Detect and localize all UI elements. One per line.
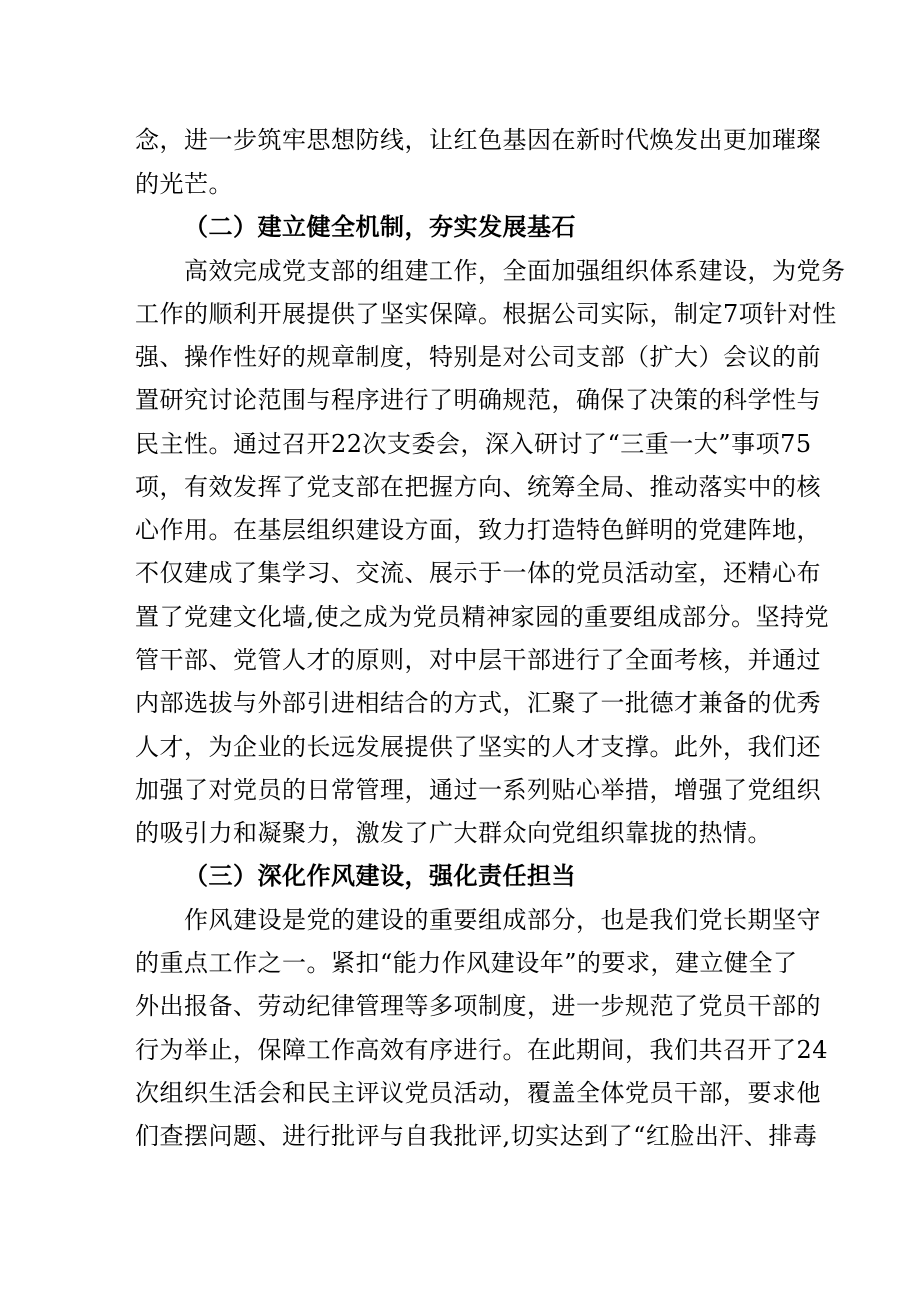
paragraph-line: 们查摆问题、进行批评与自我批评,切实达到了“红脸出汗、排毒 <box>135 1122 818 1150</box>
paragraph-line: 置了党建文化墙,使之成为党员精神家园的重要组成部分。坚持党 <box>135 603 830 631</box>
paragraph-line: 的重点工作之一。紧扣“能力作风建设年”的要求，建立健全了 <box>135 949 798 977</box>
paragraph-line: 强、操作性好的规章制度，特别是对公司支部（扩大）会议的前 <box>135 343 821 371</box>
paragraph-line: 加强了对党员的日常管理，通过一系列贴心举措，增强了党组织 <box>135 776 821 804</box>
paragraph-line: 行为举止，保障工作高效有序进行。在此期间，我们共召开了24 <box>135 1036 829 1064</box>
paragraph-line: 高效完成党支部的组建工作，全面加强组织体系建设，为党务 <box>184 257 846 285</box>
paragraph-line: 心作用。在基层组织建设方面，致力打造特色鲜明的党建阵地， <box>135 516 821 544</box>
paragraph-line: 的光芒。 <box>135 170 233 198</box>
paragraph-line: 外出报备、劳动纪律管理等多项制度，进一步规范了党员干部的 <box>135 992 821 1020</box>
paragraph-line: 民主性。通过召开22次支委会，深入研讨了“三重一大”事项75 <box>135 430 812 458</box>
paragraph-line: 内部选拔与外部引进相结合的方式，汇聚了一批德才兼备的优秀 <box>135 689 821 717</box>
paragraph-line: 的吸引力和凝聚力，激发了广大群众向党组织靠拢的热情。 <box>135 819 772 847</box>
paragraph-line: 置研究讨论范围与程序进行了明确规范，确保了决策的科学性与 <box>135 386 821 414</box>
paragraph-line: 次组织生活会和民主评议党员活动，覆盖全体党员干部，要求他 <box>135 1079 821 1107</box>
paragraph-line: 不仅建成了集学习、交流、展示于一体的党员活动室，还精心布 <box>135 559 821 587</box>
paragraph-line: 人才，为企业的长远发展提供了坚实的人才支撑。此外，我们还 <box>135 733 821 761</box>
paragraph-line: 项，有效发挥了党支部在把握方向、统筹全局、推动落实中的核 <box>135 473 821 501</box>
paragraph-line: 工作的顺利开展提供了坚实保障。根据公司实际，制定7项针对性 <box>135 300 837 328</box>
paragraph-line: 管干部、党管人才的原则，对中层干部进行了全面考核，并通过 <box>135 646 821 674</box>
section-heading-3: （三）深化作风建设，强化责任担当 <box>184 861 576 890</box>
paragraph-line: 念，进一步筑牢思想防线，让红色基因在新时代焕发出更加璀璨 <box>135 126 821 154</box>
paragraph-line: 作风建设是党的建设的重要组成部分，也是我们党长期坚守 <box>184 906 821 934</box>
section-heading-2: （二）建立健全机制，夯实发展基石 <box>184 212 576 241</box>
